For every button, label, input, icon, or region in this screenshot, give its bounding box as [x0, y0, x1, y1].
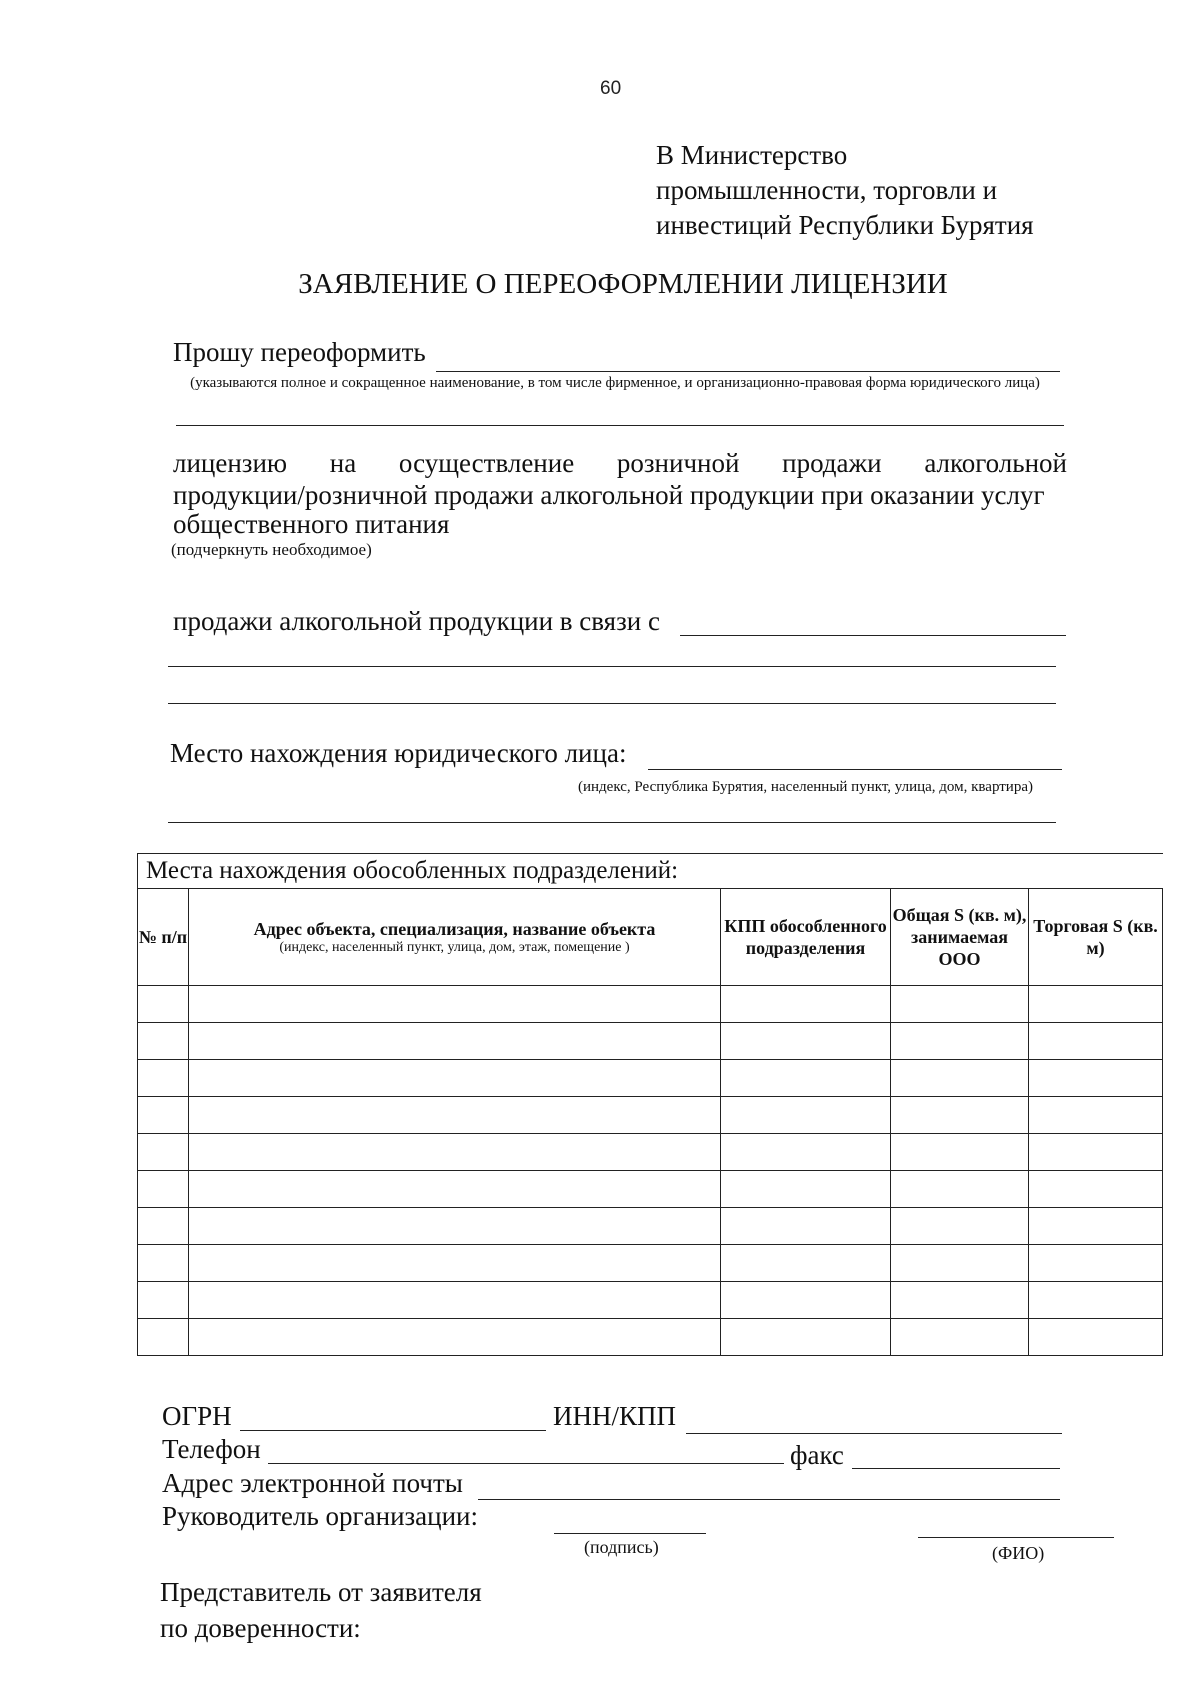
document-title: ЗАЯВЛЕНИЕ О ПЕРЕОФОРМЛЕНИИ ЛИЦЕНЗИИ: [298, 268, 948, 300]
table-cell[interactable]: [138, 1134, 189, 1171]
phone-field[interactable]: [268, 1463, 784, 1464]
org-name-field-continued[interactable]: [176, 425, 1064, 426]
request-label: Прошу переоформить: [173, 337, 426, 367]
table-cell[interactable]: [189, 1208, 721, 1245]
table-row: [138, 1134, 1163, 1171]
table-cell[interactable]: [1029, 1097, 1163, 1134]
col-header-trade-area: Торговая S (кв. м): [1029, 889, 1163, 986]
table-cell[interactable]: [891, 1023, 1029, 1060]
org-name-field[interactable]: [436, 371, 1060, 372]
table-cell[interactable]: [891, 1097, 1029, 1134]
addressee-line: В Министерство: [656, 140, 848, 170]
table-cell[interactable]: [721, 1208, 891, 1245]
table-cell[interactable]: [721, 1134, 891, 1171]
table-cell[interactable]: [189, 1171, 721, 1208]
fax-field[interactable]: [852, 1468, 1060, 1469]
table-cell[interactable]: [189, 1245, 721, 1282]
table-cell[interactable]: [1029, 1134, 1163, 1171]
fax-label: факс: [790, 1440, 844, 1470]
table-cell[interactable]: [189, 1319, 721, 1356]
license-hint: (подчеркнуть необходимое): [171, 540, 372, 559]
phone-label: Телефон: [162, 1434, 261, 1464]
table-cell[interactable]: [1029, 1023, 1163, 1060]
table-cell[interactable]: [189, 1134, 721, 1171]
table-cell[interactable]: [1029, 986, 1163, 1023]
table-row: [138, 1282, 1163, 1319]
table-cell[interactable]: [891, 1282, 1029, 1319]
table-cell[interactable]: [189, 1097, 721, 1134]
table-cell[interactable]: [138, 1060, 189, 1097]
inn-kpp-field[interactable]: [686, 1433, 1062, 1434]
table-cell[interactable]: [891, 1060, 1029, 1097]
addressee-line: инвестиций Республики Бурятия: [656, 210, 1034, 240]
table-cell[interactable]: [1029, 1319, 1163, 1356]
table-caption: Места нахождения обособленных подразделений:: [138, 854, 1163, 889]
request-hint: (указываются полное и сокращенное наименование, в том числе фирменное, и организационно-правовая форма юридического лица): [190, 375, 1040, 391]
name-field[interactable]: [918, 1537, 1114, 1538]
table-cell[interactable]: [721, 1023, 891, 1060]
table-cell[interactable]: [189, 1060, 721, 1097]
col-header-total-area: Общая S (кв. м), занимаемая ООО: [891, 889, 1029, 986]
addressee: [656, 138, 1034, 243]
table-row: [138, 1060, 1163, 1097]
table-cell[interactable]: [138, 1319, 189, 1356]
table-row: [138, 1023, 1163, 1060]
table-cell[interactable]: [138, 1097, 189, 1134]
table-row: [138, 1245, 1163, 1282]
table-cell[interactable]: [189, 986, 721, 1023]
table-cell[interactable]: [138, 986, 189, 1023]
table-cell[interactable]: [721, 1060, 891, 1097]
table-cell[interactable]: [891, 986, 1029, 1023]
table-row: [138, 1171, 1163, 1208]
table-cell[interactable]: [1029, 1060, 1163, 1097]
table-cell[interactable]: [891, 1171, 1029, 1208]
location-hint: (индекс, Республика Бурятия, населенный пункт, улица, дом, квартира): [578, 779, 1033, 795]
email-label: Адрес электронной почты: [162, 1468, 463, 1498]
subdivisions-table: [137, 853, 1162, 1356]
inn-kpp-label: ИНН/КПП: [553, 1401, 677, 1431]
table-cell[interactable]: [891, 1134, 1029, 1171]
reason-field-continued[interactable]: [168, 703, 1056, 704]
table-cell[interactable]: [138, 1208, 189, 1245]
reason-field-continued[interactable]: [168, 666, 1056, 667]
table-row: [138, 1319, 1163, 1356]
table-cell[interactable]: [1029, 1208, 1163, 1245]
ogrn-field[interactable]: [240, 1430, 546, 1431]
col-header-number: № п/п: [138, 889, 189, 986]
representative-label: Представитель от заявителя: [160, 1577, 482, 1607]
table-row: [138, 986, 1163, 1023]
table-cell[interactable]: [721, 1282, 891, 1319]
col-header-address-title: Адрес объекта, специализация, название объекта: [253, 919, 656, 939]
table-cell[interactable]: [891, 1319, 1029, 1356]
col-header-address: [189, 889, 721, 986]
page-number: 60: [600, 78, 622, 99]
table-cell[interactable]: [891, 1208, 1029, 1245]
table-cell[interactable]: [891, 1245, 1029, 1282]
table-cell[interactable]: [138, 1245, 189, 1282]
name-hint: (ФИО): [992, 1543, 1045, 1563]
table-row: [138, 1208, 1163, 1245]
license-line-1: лицензию на осуществление розничной продажи алкогольной: [173, 448, 1067, 478]
license-line-2: продукции/розничной продажи алкогольной продукции при оказании услуг: [173, 480, 1045, 510]
representative-label-continued: по доверенности:: [160, 1613, 361, 1643]
table-cell[interactable]: [138, 1171, 189, 1208]
table-cell[interactable]: [721, 1319, 891, 1356]
location-field-continued[interactable]: [168, 822, 1056, 823]
signature-hint: (подпись): [584, 1537, 659, 1557]
license-line-3: общественного питания: [173, 509, 450, 539]
table-cell[interactable]: [189, 1023, 721, 1060]
table-cell[interactable]: [721, 1245, 891, 1282]
addressee-line: промышленности, торговли и: [656, 175, 998, 205]
ogrn-label: ОГРН: [162, 1401, 232, 1431]
col-header-kpp: КПП обособленного подразделения: [721, 889, 891, 986]
reason-field[interactable]: [680, 635, 1066, 636]
head-label: Руководитель организации:: [162, 1501, 479, 1531]
email-field[interactable]: [478, 1499, 1060, 1500]
table-cell[interactable]: [721, 1171, 891, 1208]
col-header-address-hint: (индекс, населенный пункт, улица, дом, этаж, помещение ): [279, 940, 630, 955]
signature-field[interactable]: [554, 1533, 706, 1534]
table-cell[interactable]: [721, 986, 891, 1023]
table-cell[interactable]: [189, 1282, 721, 1319]
table-cell[interactable]: [1029, 1171, 1163, 1208]
table-cell[interactable]: [138, 1023, 189, 1060]
location-label: Место нахождения юридического лица:: [170, 738, 627, 768]
table-cell[interactable]: [1029, 1282, 1163, 1319]
table-cell[interactable]: [721, 1097, 891, 1134]
table-cell[interactable]: [1029, 1245, 1163, 1282]
location-field[interactable]: [648, 769, 1062, 770]
reason-label: продажи алкогольной продукции в связи с: [173, 606, 660, 636]
table-cell[interactable]: [138, 1282, 189, 1319]
table-row: [138, 1097, 1163, 1134]
